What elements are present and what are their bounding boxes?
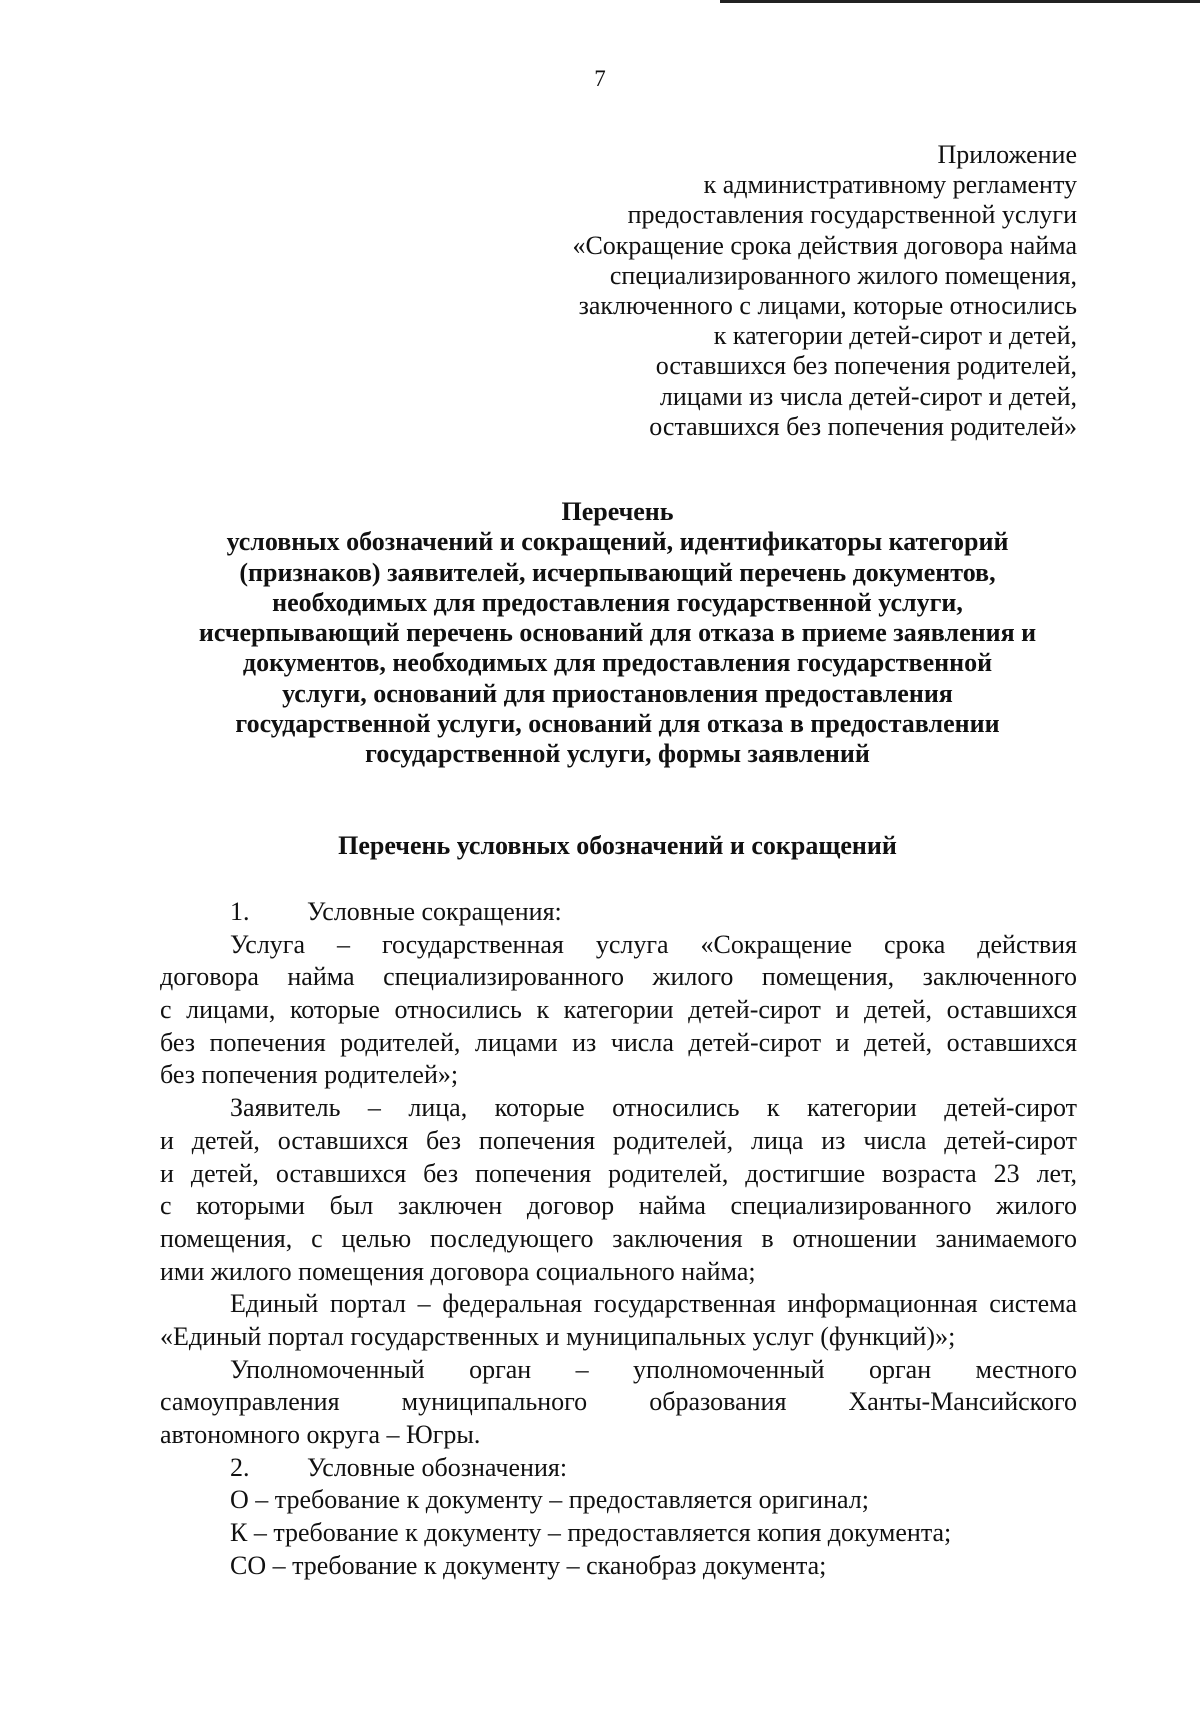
list-item-title: Условные обозначения: [307, 1452, 568, 1482]
list-item-title: Условные сокращения: [307, 897, 562, 926]
title-line: (признаков) заявителей, исчерпывающий перечень документов, [239, 557, 996, 587]
paragraph-line: автономного округа – Югры. [160, 1420, 481, 1449]
paragraph-line: и детей, оставшихся без попечения родителей, достигшие возраста 23 лет, [160, 1158, 1077, 1188]
paragraph-line: Заявитель – лица, которые относились к категории детей-сирот [230, 1093, 1077, 1123]
appendix-header [457, 140, 1077, 442]
paragraph-line: «Единый портал государственных и муниципальных услуг (функций)»; [160, 1321, 956, 1351]
title-line: государственной услуги, формы заявлений [365, 739, 870, 769]
appendix-line: «Сокращение срока действия договора найма [572, 230, 1077, 260]
appendix-line: к административному регламенту [703, 170, 1077, 200]
notation-line: СО – требование к документу – сканобраз документа; [230, 1550, 827, 1580]
title-line: государственной услуги, оснований для отказа в предоставлении [235, 709, 1000, 739]
title-line: документов, необходимых для предоставления государственной [242, 648, 993, 678]
appendix-line: специализированного жилого помещения, [609, 260, 1077, 290]
paragraph-line: с которыми был заключен договор найма специализированного жилого [160, 1191, 1077, 1221]
title-line: необходимых для предоставления государственной услуги, [272, 587, 963, 617]
title-line: исчерпывающий перечень оснований для отказа в приеме заявления и [198, 618, 1037, 648]
paragraph-line: с лицами, которые относились к категории детей-сирот и детей, оставшихся [160, 995, 1077, 1025]
appendix-line: заключенного с лицами, которые относились [578, 291, 1077, 321]
paragraph-line: договора найма специализированного жилого помещения, заключенного [160, 962, 1077, 992]
appendix-line: лицами из числа детей-сирот и детей, [659, 381, 1077, 411]
appendix-line: оставшихся без попечения родителей» [649, 411, 1077, 441]
appendix-line: предоставления государственной услуги [627, 200, 1077, 230]
paragraph-line: Услуга – государственная услуга «Сокращение срока действия [230, 929, 1077, 959]
paragraph-line: помещения, с целью последующего заключения в отношении занимаемого [160, 1223, 1077, 1253]
paragraph-line: Единый портал – федеральная государственная информационная система [230, 1289, 1077, 1319]
page-number: 7 [594, 66, 606, 91]
document-title [150, 497, 1085, 770]
title-line: условных обозначений и сокращений, идентификаторы категорий [226, 527, 1009, 557]
paragraph-line: без попечения родителей, лицами из числа детей-сирот и детей, оставшихся [160, 1027, 1077, 1057]
list-item-2-heading [160, 1452, 1077, 1485]
paragraph-line: самоуправления муниципального образования Ханты-Мансийского [160, 1387, 1077, 1417]
body-text [160, 896, 1077, 1582]
paragraph-line: без попечения родителей»; [160, 1060, 459, 1090]
list-number: 2. [230, 1452, 250, 1482]
notation-line: О – требование к документу – предоставляется оригинал; [230, 1485, 869, 1515]
paragraph-line: Уполномоченный орган – уполномоченный орган местного [230, 1354, 1077, 1384]
list-number: 1. [230, 897, 250, 926]
scan-top-edge [720, 0, 1200, 3]
appendix-line: оставшихся без попечения родителей, [655, 351, 1077, 381]
title-line: услуги, оснований для приостановления предоставления [282, 678, 953, 708]
paragraph-line: и детей, оставшихся без попечения родителей, лица из числа детей-сирот [160, 1125, 1077, 1155]
title-line: Перечень [561, 497, 674, 526]
paragraph-line: ими жилого помещения договора социального найма; [160, 1256, 756, 1286]
list-item-1-heading [160, 896, 1077, 929]
appendix-line: к категории детей-сирот и детей, [713, 321, 1077, 351]
section-heading: Перечень условных обозначений и сокращений [338, 831, 897, 860]
appendix-line: Приложение [937, 140, 1077, 169]
notation-line: К – требование к документу – предоставляется копия документа; [230, 1518, 952, 1548]
